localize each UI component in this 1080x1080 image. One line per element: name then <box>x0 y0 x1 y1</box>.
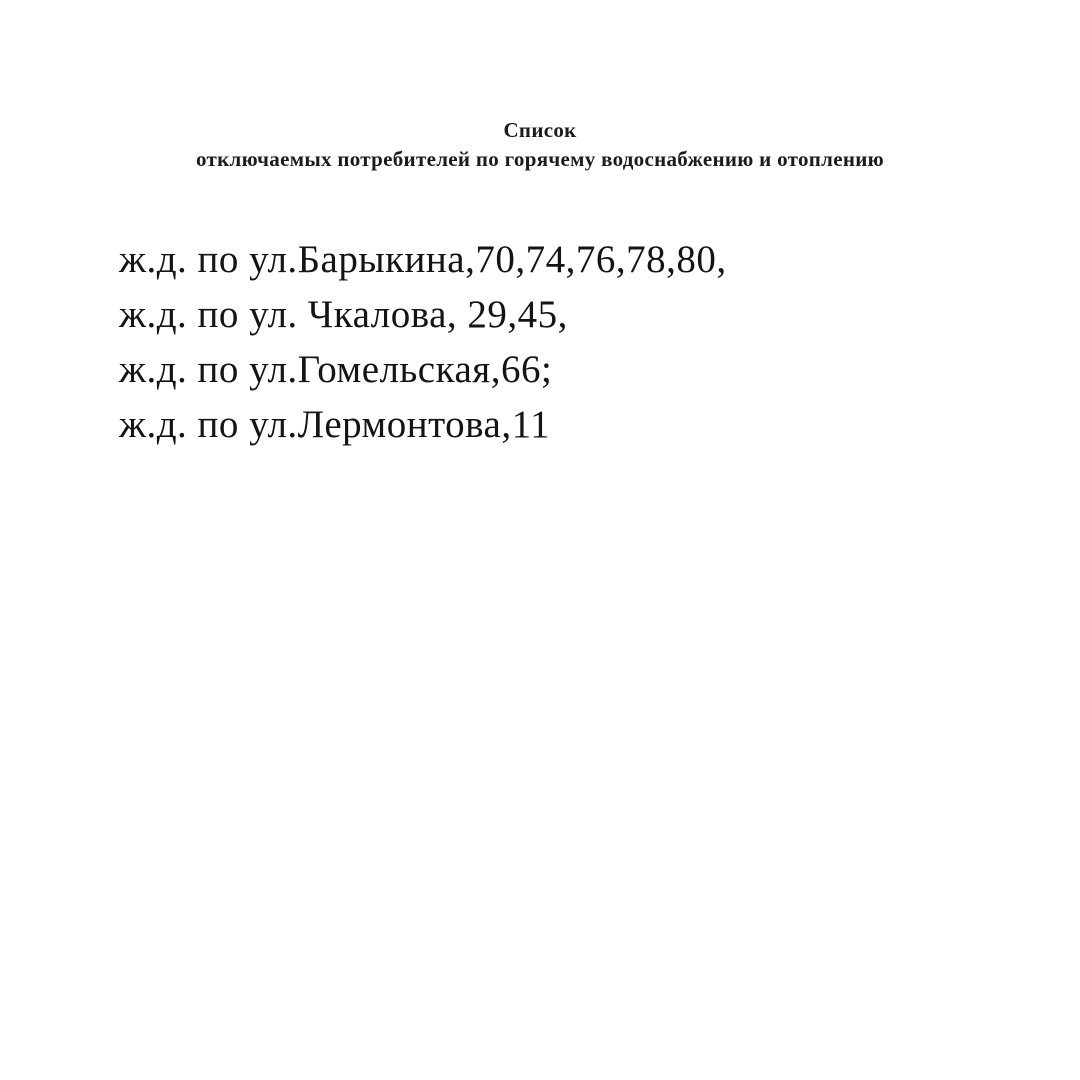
document-title-line1: Список <box>503 118 577 142</box>
consumer-line-lermontova: ж.д. по ул.Лермонтова,11 <box>119 403 551 446</box>
document-title-line2: отключаемых потребителей по горячему водоснабжению и отоплению <box>195 147 885 171</box>
consumer-line-barykina: ж.д. по ул.Барыкина,70,74,76,78,80, <box>119 238 727 281</box>
document-title <box>0 116 1080 174</box>
consumer-line-gomelskaya: ж.д. по ул.Гомельская,66; <box>119 348 553 391</box>
document-body <box>119 232 1020 452</box>
consumer-line-chkalova: ж.д. по ул. Чкалова, 29,45, <box>119 293 568 336</box>
